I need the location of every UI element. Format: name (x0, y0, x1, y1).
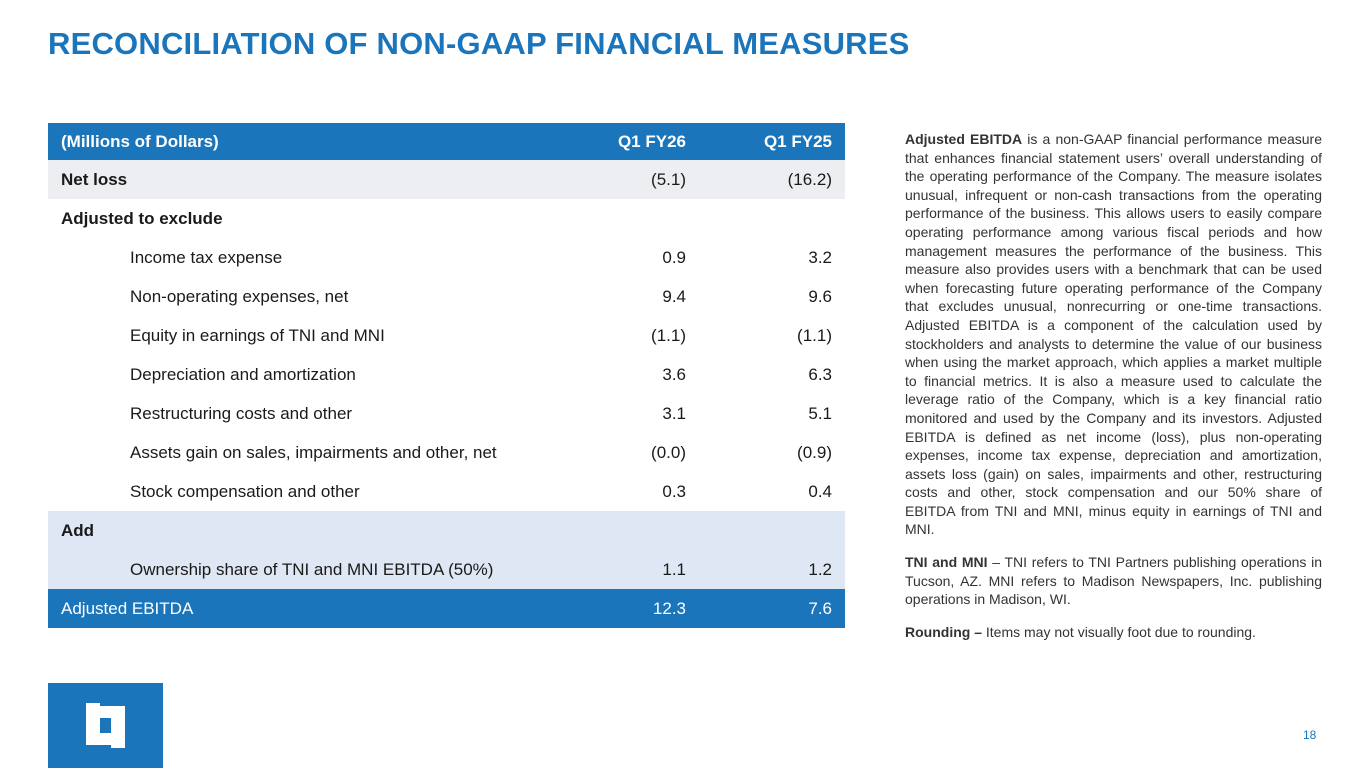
value-q1fy26 (553, 511, 699, 550)
value-q1fy25: 7.6 (808, 598, 832, 618)
table-row-net-loss (48, 160, 845, 199)
value-q1fy26: 0.9 (662, 247, 686, 267)
row-label: Equity in earnings of TNI and MNI (130, 325, 385, 345)
table-row-add (48, 511, 845, 550)
row-label: Non-operating expenses, net (130, 286, 349, 306)
value-q1fy26: 1.1 (662, 559, 686, 579)
value-q1fy26 (553, 199, 699, 238)
notes-panel (905, 130, 1322, 655)
note-adjusted-ebitda-lead: Adjusted EBITDA (905, 131, 1023, 147)
value-q1fy25 (699, 511, 845, 550)
value-q1fy25: 3.2 (808, 247, 832, 267)
table-row-depreciation-amortization (48, 355, 845, 394)
value-q1fy25: 1.2 (808, 559, 832, 579)
table-row-non-operating-expenses (48, 277, 845, 316)
table-row-ownership-share (48, 550, 845, 589)
value-q1fy26: 12.3 (652, 598, 686, 618)
table-row-stock-compensation (48, 472, 845, 511)
note-adjusted-ebitda-text: is a non-GAAP financial performance measure that enhances financial statement users’ overall understanding of the operating performance of the Company. The measure isolates unusual, infrequent or non-cash transactions from the operating performance of the business. This allows users to easily compare operating performance among various fiscal periods and how management measures the performance of the business. This measure also provides users with a benchmark that can be used when forecasting future operating performance of the Company that excludes unusual, nonrecurring or one-time transactions. Adjusted EBITDA is a component of the calculation used by stockholders and analysts to determine the value of our business when using the market approach, which applies a market multiple to financial metrics. It is also a measure used to calculate the leverage ratio of the Company, which is a key financial ratio monitored and used by the Company and its investors. Adjusted EBITDA is defined as net income (loss), plus non-operating expenses, income tax expense, depreciation and amortization, assets loss (gain) on sales, impairments and other, restructuring costs and other, stock compensation and our 50% share of EBITDA from TNI and MNI, minus equity in earnings of TNI and MNI. (905, 131, 1323, 538)
value-q1fy25: (16.2) (787, 169, 832, 189)
table-row-adjusted-ebitda (48, 589, 845, 628)
value-q1fy26: 9.4 (662, 286, 686, 306)
note-tni-mni-lead: TNI and MNI (905, 554, 988, 571)
table-row-equity-in-earnings (48, 316, 845, 355)
row-label: Net loss (61, 169, 128, 189)
value-q1fy25: 0.4 (808, 481, 832, 501)
row-label: Depreciation and amortization (130, 364, 356, 384)
col-header-q1fy26: Q1 FY26 (553, 123, 699, 160)
value-q1fy26: 3.6 (662, 364, 686, 384)
note-rounding (905, 623, 1322, 642)
table-header-row (48, 123, 845, 160)
row-label: Add (61, 520, 95, 540)
value-q1fy26: 3.1 (662, 403, 686, 423)
value-q1fy25: 9.6 (808, 286, 832, 306)
row-label: Adjusted to exclude (61, 208, 223, 228)
page-number: 18 (1303, 728, 1317, 742)
value-q1fy26: (1.1) (651, 325, 686, 345)
value-q1fy25: (1.1) (797, 325, 832, 345)
col-header-label: (Millions of Dollars) (48, 123, 553, 160)
value-q1fy25 (699, 199, 845, 238)
table-row-adjusted-to-exclude (48, 199, 845, 238)
value-q1fy26: 0.3 (662, 481, 686, 501)
note-adjusted-ebitda (905, 130, 1322, 539)
logo-background (48, 683, 163, 768)
note-tni-mni-text: – TNI refers to TNI Partners publishing operations in Tucson, AZ. MNI refers to Madison Newspapers, Inc. publishing operations in Madison, WI. (905, 554, 1322, 608)
page-title: RECONCILIATION OF NON-GAAP FINANCIAL MEASURES (48, 26, 910, 61)
value-q1fy25: (0.9) (797, 442, 832, 462)
lee-enterprises-logo (48, 683, 163, 768)
row-label: Assets gain on sales, impairments and other, net (130, 442, 497, 462)
table-row-assets-gain-on-sales (48, 433, 845, 472)
value-q1fy26: (0.0) (651, 442, 686, 462)
value-q1fy25: 5.1 (808, 403, 832, 423)
row-label: Adjusted EBITDA (61, 598, 194, 618)
row-label: Ownership share of TNI and MNI EBITDA (50%) (130, 559, 494, 579)
table-row-restructuring-costs (48, 394, 845, 433)
note-tni-mni (905, 553, 1322, 609)
row-label: Income tax expense (130, 247, 283, 267)
row-label: Restructuring costs and other (130, 403, 353, 423)
col-header-q1fy25: Q1 FY25 (699, 123, 845, 160)
table-row-income-tax-expense (48, 238, 845, 277)
note-rounding-text: Items may not visually foot due to rounding. (982, 623, 1256, 640)
value-q1fy25: 6.3 (808, 364, 832, 384)
value-q1fy26: (5.1) (651, 169, 686, 189)
row-label: Stock compensation and other (130, 481, 360, 501)
note-rounding-lead: Rounding – (905, 623, 982, 640)
reconciliation-table (48, 123, 845, 628)
